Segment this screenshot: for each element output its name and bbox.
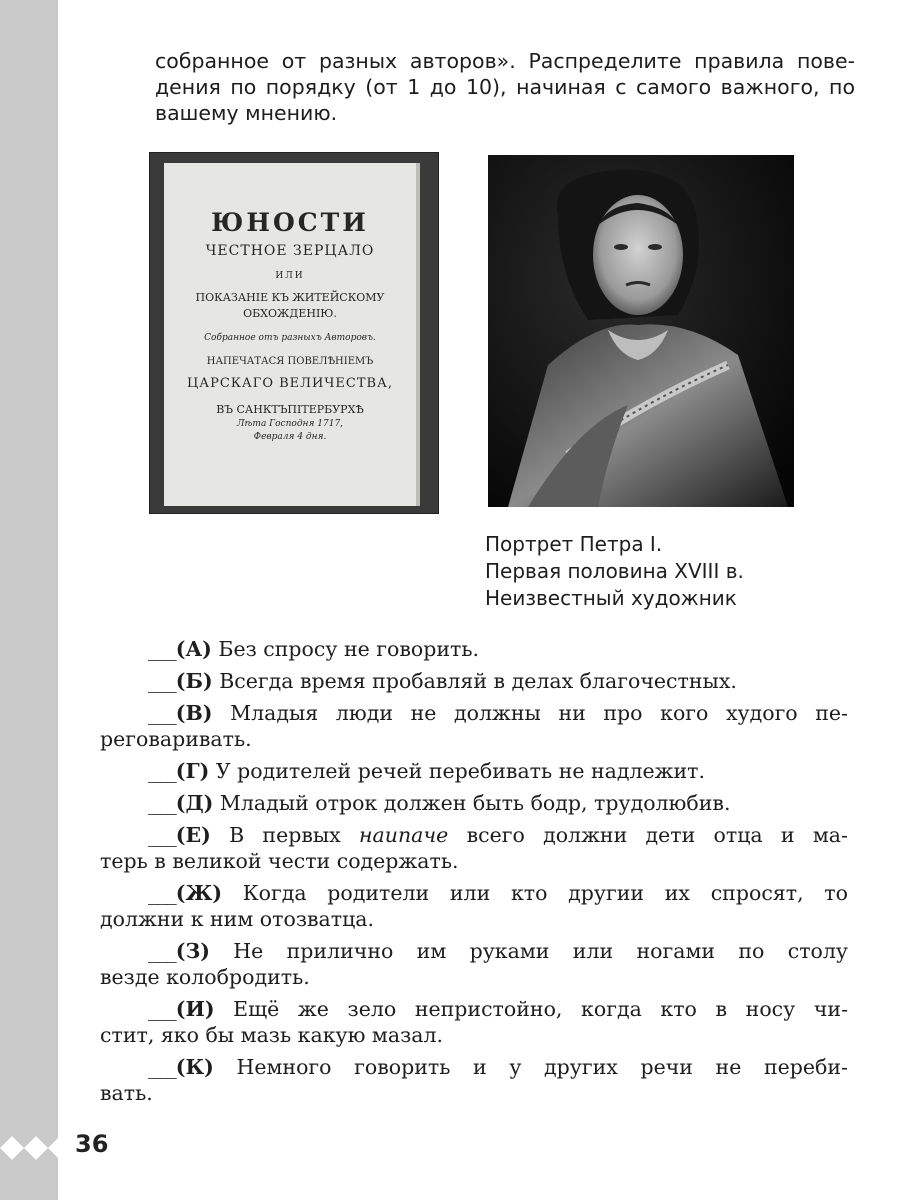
rule-text: Без спросу не говорить.: [218, 637, 480, 661]
rule-letter: (А): [175, 637, 212, 661]
rule-text: Младый отрок должен быть бодр, трудолюбив.: [219, 791, 731, 815]
book-line-8: Февраля 4 дня.: [253, 432, 327, 442]
portrait-peter-i: [488, 155, 794, 507]
answer-blank[interactable]: ___: [148, 637, 176, 661]
rule-letter: (И): [175, 997, 215, 1021]
rule-text-after: всего должни дети отца и ма-: [466, 823, 848, 847]
rule-letter: (В): [175, 701, 213, 725]
rule-text: Когда родители или кто другии их спросят, то: [242, 881, 848, 905]
book-line-3: Собранное отъ разныхъ Авторовъ.: [204, 333, 376, 343]
caption-line-2: Первая половина XVIII в.: [485, 559, 744, 583]
rule-letter: (Е): [175, 823, 211, 847]
rule-text: Ещё же зело непристойно, когда кто в носу чи-: [233, 997, 848, 1021]
intro-line-1: собранное от разных авторов». Распределите правила пове-: [155, 49, 855, 73]
rule-item: [100, 1054, 848, 1106]
rule-text: Не прилично им руками или ногами по столу: [233, 939, 848, 963]
book-title-page: [164, 163, 420, 506]
rule-text: Младыя люди не должны ни про кого худого пе-: [230, 701, 848, 725]
book-line-6: ВЪ САНКТЪПІТЕРБУРХѢ: [216, 403, 364, 416]
intro-line-3: вашему мнению.: [155, 101, 338, 125]
book-ili: ИЛИ: [275, 271, 305, 281]
answer-blank[interactable]: ___: [148, 997, 176, 1021]
portrait-image: [488, 155, 794, 507]
rule-text: Всегда время пробавляй в делах благочестных.: [219, 669, 737, 693]
rule-item: [100, 880, 848, 932]
rule-item: [100, 668, 848, 694]
rule-continuation: вать.: [100, 1081, 153, 1105]
book-title: ЮНОСТИ: [211, 208, 369, 237]
book-subtitle: ЧЕСТНОЕ ЗЕРЦАЛО: [205, 243, 375, 259]
caption-line-3: Неизвестный художник: [485, 586, 737, 610]
corner-diamond-decoration: [0, 1128, 60, 1168]
rule-letter: (Д): [175, 791, 214, 815]
rule-item: [100, 758, 848, 784]
answer-blank[interactable]: ___: [148, 669, 176, 693]
rule-letter: (Ж): [175, 881, 223, 905]
rule-continuation: терь в великой чести содержать.: [100, 849, 459, 873]
book-line-2: ОБХОЖДЕНІЮ.: [243, 307, 337, 320]
answer-blank[interactable]: ___: [148, 701, 176, 725]
page-margin-band: [0, 0, 58, 1200]
answer-blank[interactable]: ___: [148, 791, 176, 815]
rule-item: [100, 636, 848, 662]
rule-letter: (Б): [175, 669, 213, 693]
rule-item: [100, 938, 848, 990]
caption-line-1: Портрет Петра I.: [485, 532, 663, 556]
answer-blank[interactable]: ___: [148, 881, 176, 905]
answer-blank[interactable]: ___: [148, 1055, 176, 1079]
rule-item: [100, 822, 848, 874]
rule-item: [100, 700, 848, 752]
intro-paragraph: [155, 48, 855, 126]
book-title-page-photo: [150, 153, 438, 513]
book-line-1: ПОКАЗАНІЕ КЪ ЖИТЕЙСКОМУ: [195, 291, 385, 304]
rule-continuation: стит, яко бы мазь какую мазал.: [100, 1023, 444, 1047]
rule-text: У родителей речей перебивать не надлежит.: [215, 759, 706, 783]
rule-continuation: должни к ним отозватца.: [100, 907, 375, 931]
rule-continuation: реговаривать.: [100, 727, 252, 751]
book-line-5: ЦАРСКАГО ВЕЛИЧЕСТВА,: [186, 376, 394, 391]
answer-blank[interactable]: ___: [148, 939, 176, 963]
portrait-caption: [485, 531, 744, 612]
rule-item: [100, 996, 848, 1048]
intro-line-2: дения по порядку (от 1 до 10), начиная с самого важного, по: [155, 75, 855, 99]
rule-text-before: В первых: [229, 823, 341, 847]
rule-text: Немного говорить и у других речи не переби-: [236, 1055, 848, 1079]
rule-letter: (З): [175, 939, 210, 963]
page-number: 36: [75, 1130, 109, 1158]
rule-letter: (Г): [175, 759, 210, 783]
rule-continuation: везде колобродить.: [100, 965, 310, 989]
answer-blank[interactable]: ___: [148, 823, 176, 847]
book-line-4: НАПЕЧАТАСЯ ПОВЕЛѢНІЕМЪ: [206, 356, 374, 367]
rule-item: [100, 790, 848, 816]
answer-blank[interactable]: ___: [148, 759, 176, 783]
rule-text-italic: наипаче: [359, 823, 449, 847]
rules-list: [100, 636, 848, 1112]
book-line-7: Лѣта Господня 1717,: [236, 419, 344, 429]
rule-letter: (К): [175, 1055, 214, 1079]
